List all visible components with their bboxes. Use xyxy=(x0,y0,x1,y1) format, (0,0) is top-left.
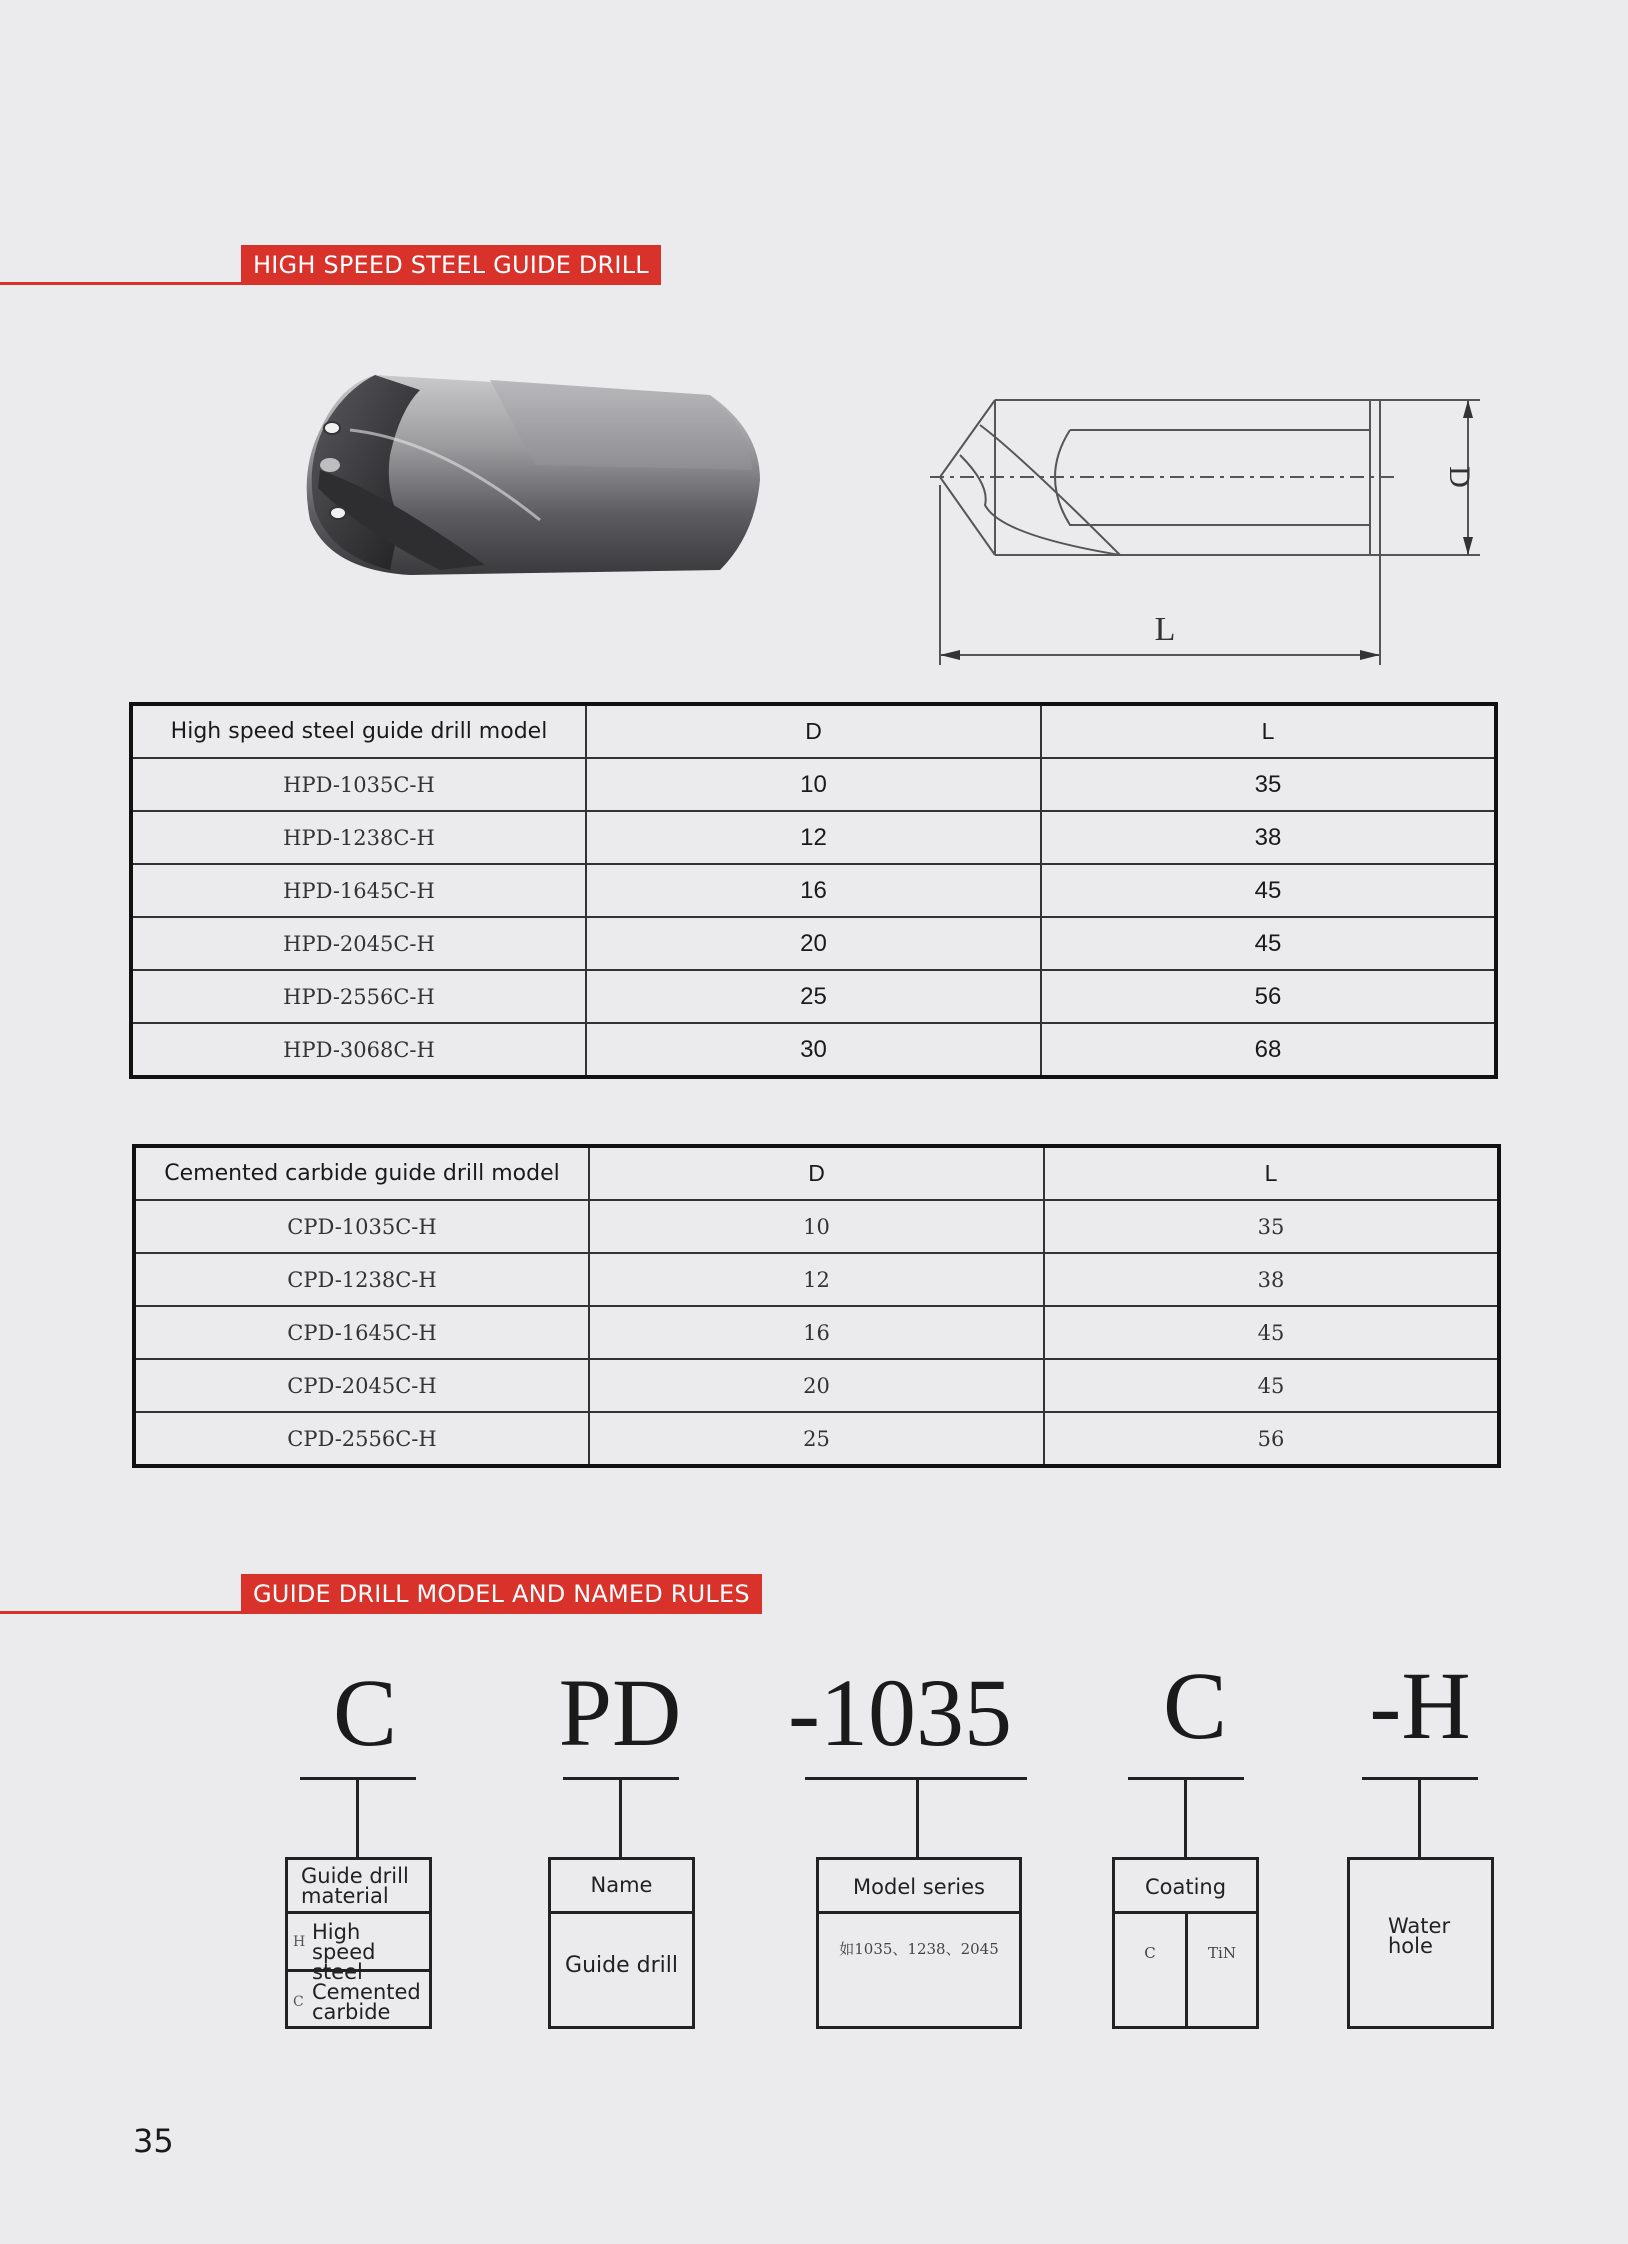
coating-box xyxy=(1112,1857,1259,2029)
coating-options xyxy=(1115,1914,1256,2026)
material-option-hss xyxy=(288,1914,429,1984)
name-box xyxy=(548,1857,695,2029)
header-model: Cemented carbide guide drill model xyxy=(134,1146,589,1200)
l-cell: 45 xyxy=(1041,917,1496,970)
table-row xyxy=(131,1023,1496,1077)
series-value: 如1035、1238、2045 xyxy=(839,1940,999,1958)
section-rule-line xyxy=(0,1611,245,1614)
table-row xyxy=(131,970,1496,1023)
section-rule-line xyxy=(0,282,245,285)
header-l: L xyxy=(1044,1146,1499,1200)
d-cell: 25 xyxy=(589,1412,1044,1466)
connector-stem xyxy=(1184,1777,1187,1859)
material-title: Guide drill material xyxy=(288,1860,429,1914)
d-cell: 16 xyxy=(589,1306,1044,1359)
model-cell: HPD-2556C-H xyxy=(131,970,586,1023)
table-header-row xyxy=(134,1146,1499,1200)
connector-stem xyxy=(1418,1777,1421,1859)
model-cell: CPD-2045C-H xyxy=(134,1359,589,1412)
code-material: C xyxy=(332,1659,398,1766)
l-cell: 45 xyxy=(1044,1306,1499,1359)
l-cell: 35 xyxy=(1044,1200,1499,1253)
model-cell: CPD-1645C-H xyxy=(134,1306,589,1359)
model-cell: CPD-2556C-H xyxy=(134,1412,589,1466)
model-cell: HPD-3068C-H xyxy=(131,1023,586,1077)
connector-stem xyxy=(916,1777,919,1859)
header-d: D xyxy=(586,704,1041,758)
table-row xyxy=(131,811,1496,864)
series-title: Model series xyxy=(819,1860,1019,1914)
table-row xyxy=(131,758,1496,811)
option-text: Cemented carbide xyxy=(312,1980,421,2024)
option-code: H xyxy=(293,1934,306,1950)
l-cell: 68 xyxy=(1041,1023,1496,1077)
water-hole-box xyxy=(1347,1857,1494,2029)
option-text: High speed steel xyxy=(312,1920,376,1984)
d-cell: 12 xyxy=(586,811,1041,864)
name-title: Name xyxy=(551,1860,692,1914)
drill-technical-drawing xyxy=(930,385,1490,675)
d-cell: 20 xyxy=(589,1359,1044,1412)
l-cell: 38 xyxy=(1044,1253,1499,1306)
table-row xyxy=(134,1412,1499,1466)
coating-option-c: C xyxy=(1144,1944,1156,1962)
table-row xyxy=(134,1306,1499,1359)
carbide-spec-table xyxy=(132,1144,1501,1468)
coating-option-tin: TiN xyxy=(1208,1944,1236,1962)
d-cell: 12 xyxy=(589,1253,1044,1306)
section-title-rules: GUIDE DRILL MODEL AND NAMED RULES xyxy=(241,1574,762,1614)
code-series: -1035 xyxy=(788,1659,1012,1766)
code-name: PD xyxy=(558,1659,682,1766)
connector-stem xyxy=(619,1777,622,1859)
d-cell: 20 xyxy=(586,917,1041,970)
d-cell: 25 xyxy=(586,970,1041,1023)
table-header-row xyxy=(131,704,1496,758)
code-water: -H xyxy=(1369,1652,1471,1759)
model-cell: CPD-1238C-H xyxy=(134,1253,589,1306)
l-cell: 56 xyxy=(1041,970,1496,1023)
d-cell: 10 xyxy=(586,758,1041,811)
table-row xyxy=(134,1200,1499,1253)
material-option-carbide xyxy=(288,1972,429,2026)
name-value: Guide drill xyxy=(565,1953,678,1978)
model-cell: HPD-1035C-H xyxy=(131,758,586,811)
drill-photo xyxy=(290,370,770,585)
dimension-d-label: D xyxy=(1443,466,1476,488)
dimension-l-label: L xyxy=(1154,611,1176,648)
coating-title: Coating xyxy=(1115,1860,1256,1914)
model-cell: CPD-1035C-H xyxy=(134,1200,589,1253)
model-cell: HPD-1645C-H xyxy=(131,864,586,917)
table-row xyxy=(134,1359,1499,1412)
d-cell: 16 xyxy=(586,864,1041,917)
l-cell: 56 xyxy=(1044,1412,1499,1466)
header-d: D xyxy=(589,1146,1044,1200)
coating-divider xyxy=(1185,1914,1188,2029)
model-cell: HPD-1238C-H xyxy=(131,811,586,864)
page-number: 35 xyxy=(133,2122,174,2160)
series-box xyxy=(816,1857,1022,2029)
water-hole-text: Water hole xyxy=(1388,1914,1451,1958)
l-cell: 38 xyxy=(1041,811,1496,864)
option-code: C xyxy=(293,1994,304,2010)
connector-stem xyxy=(356,1777,359,1859)
model-cell: HPD-2045C-H xyxy=(131,917,586,970)
d-cell: 10 xyxy=(589,1200,1044,1253)
l-cell: 45 xyxy=(1044,1359,1499,1412)
section-title-hss: HIGH SPEED STEEL GUIDE DRILL xyxy=(241,245,661,285)
material-box xyxy=(285,1857,432,2029)
table-row xyxy=(134,1253,1499,1306)
d-cell: 30 xyxy=(586,1023,1041,1077)
table-row xyxy=(131,917,1496,970)
hss-spec-table xyxy=(129,702,1498,1079)
l-cell: 35 xyxy=(1041,758,1496,811)
table-row xyxy=(131,864,1496,917)
header-model: High speed steel guide drill model xyxy=(131,704,586,758)
code-coating: C xyxy=(1162,1652,1228,1759)
l-cell: 45 xyxy=(1041,864,1496,917)
header-l: L xyxy=(1041,704,1496,758)
